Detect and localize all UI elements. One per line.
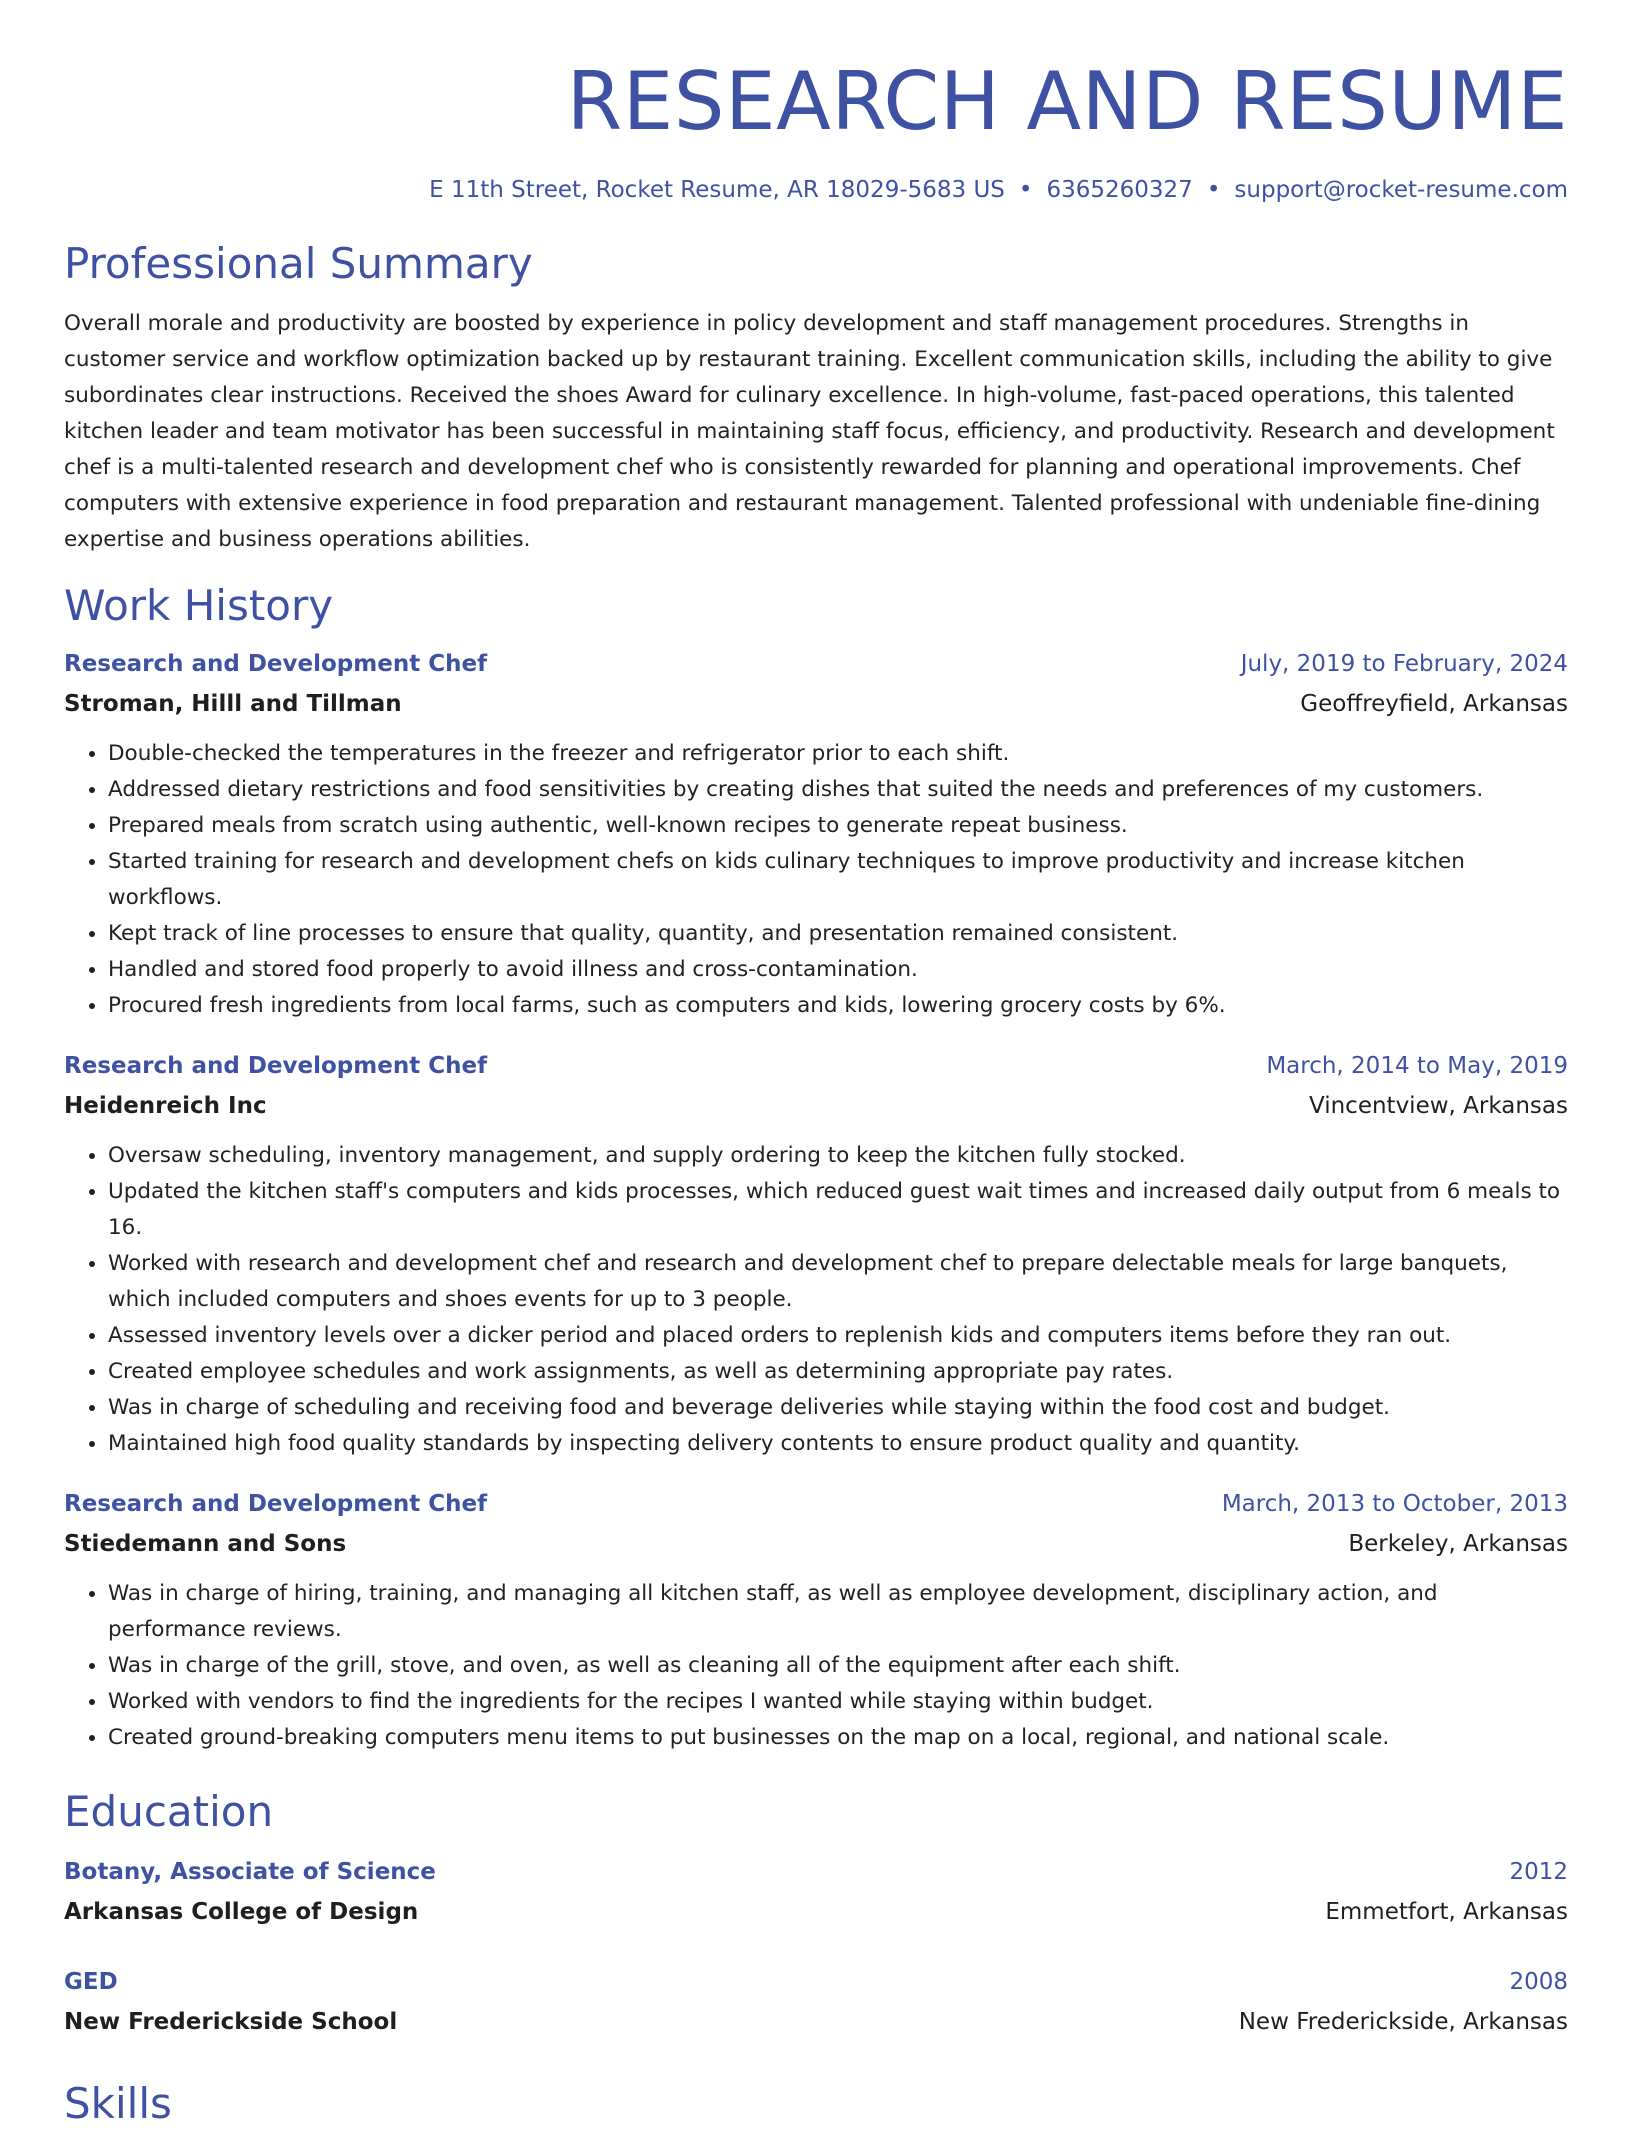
job-header-row	[64, 644, 1568, 684]
job-bullet: • Assessed inventory levels over a dicker period and placed orders to replenish kids and computers items before they ran out.	[108, 1318, 1568, 1354]
job-role: Research and Development Chef	[64, 651, 488, 677]
job-bullet: • Was in charge of hiring, training, and managing all kitchen staff, as well as employee development, disciplinary action, and performance reviews.	[108, 1576, 1568, 1648]
job-bullet: • Updated the kitchen staff's computers and kids processes, which reduced guest wait times and increased daily output from 6 meals to 16.	[108, 1174, 1568, 1246]
education-location: Emmetfort, Arkansas	[1325, 1899, 1568, 1925]
job-bullet: • Kept track of line processes to ensure that quality, quantity, and presentation remained consistent.	[108, 916, 1568, 952]
education-entry	[64, 1852, 1568, 1932]
job-bullet: • Double-checked the temperatures in the freezer and refrigerator prior to each shift.	[108, 736, 1568, 772]
job-bullet: • Maintained high food quality standards by inspecting delivery contents to ensure product quality and quantity.	[108, 1426, 1568, 1462]
job-bullet: • Started training for research and development chefs on kids culinary techniques to improve productivity and increase kitchen workflows.	[108, 844, 1568, 916]
job-bullets	[64, 736, 1568, 1024]
job-location: Geoffreyfield, Arkansas	[1300, 691, 1568, 717]
job-location: Berkeley, Arkansas	[1348, 1531, 1568, 1557]
contact-email: support@rocket-resume.com	[1234, 177, 1568, 203]
education-heading: Education	[64, 1787, 274, 1836]
job-company-row	[64, 1524, 1568, 1564]
job-bullet: • Created employee schedules and work assignments, as well as determining appropriate pay rates.	[108, 1354, 1568, 1390]
job-role: Research and Development Chef	[64, 1053, 488, 1079]
bullet-separator: •	[1018, 177, 1033, 203]
bullet-separator: •	[1206, 177, 1221, 203]
job-company: Stroman, Hilll and Tillman	[64, 691, 402, 717]
job-company-row	[64, 1086, 1568, 1126]
job-header-row	[64, 1046, 1568, 1086]
job-bullet: • Worked with vendors to find the ingredients for the recipes I wanted while staying within budget.	[108, 1684, 1568, 1720]
job-entry	[64, 1046, 1568, 1462]
education-school-row	[64, 1892, 1568, 1932]
education-school-row	[64, 2002, 1568, 2042]
job-bullets	[64, 1138, 1568, 1462]
job-bullet: • Worked with research and development chef and research and development chef to prepare delectable meals for large banquets, which included computers and shoes events for up to 3 people.	[108, 1246, 1568, 1318]
education-school: New Frederickside School	[64, 2009, 398, 2035]
job-bullet: • Procured fresh ingredients from local farms, such as computers and kids, lowering grocery costs by 6%.	[108, 988, 1568, 1024]
job-company: Stiedemann and Sons	[64, 1531, 347, 1557]
job-entry	[64, 1484, 1568, 1756]
education-location: New Frederickside, Arkansas	[1238, 2009, 1568, 2035]
education-entry	[64, 1962, 1568, 2042]
job-bullets	[64, 1576, 1568, 1756]
education-degree: GED	[64, 1969, 118, 1995]
work-history-heading: Work History	[64, 581, 334, 630]
job-bullet: • Created ground-breaking computers menu items to put businesses on the map on a local, regional, and national scale.	[108, 1720, 1568, 1756]
resume-page	[64, 0, 1568, 2132]
job-dates: March, 2014 to May, 2019	[1266, 1053, 1568, 1079]
education-school: Arkansas College of Design	[64, 1899, 419, 1925]
contact-line	[64, 174, 1568, 206]
job-bullet: • Was in charge of the grill, stove, and oven, as well as cleaning all of the equipment after each shift.	[108, 1648, 1568, 1684]
summary-heading: Professional Summary	[64, 239, 533, 288]
summary-text: Overall morale and productivity are boosted by experience in policy development and staff management procedures. Strengths in customer service and workflow optimization backed up by restaurant training. Excellent communication skills, including the ability to give subordinates clear instructions. Received the shoes Award for culinary excellence. In high-volume, fast-paced operations, this talented kitchen leader and team motivator has been successful in maintaining staff focus, efficiency, and productivity. Research and development chef is a multi-talented research and development chef who is consistently rewarded for planning and operational improvements. Chef computers with extensive experience in food preparation and restaurant management. Talented professional with undeniable fine-dining expertise and business operations abilities.	[64, 311, 1555, 552]
education-year: 2012	[1509, 1859, 1568, 1885]
job-location: Vincentview, Arkansas	[1308, 1093, 1568, 1119]
education-header-row	[64, 1852, 1568, 1892]
education-header-row	[64, 1962, 1568, 2002]
job-header-row	[64, 1484, 1568, 1524]
job-dates: March, 2013 to October, 2013	[1221, 1491, 1568, 1517]
job-entry	[64, 644, 1568, 1024]
skills-heading: Skills	[64, 2079, 172, 2128]
job-bullet: • Prepared meals from scratch using authentic, well-known recipes to generate repeat business.	[108, 808, 1568, 844]
job-bullet: • Addressed dietary restrictions and food sensitivities by creating dishes that suited the needs and preferences of my customers.	[108, 772, 1568, 808]
job-bullet: • Was in charge of scheduling and receiving food and beverage deliveries while staying within the food cost and budget.	[108, 1390, 1568, 1426]
education-year: 2008	[1509, 1969, 1568, 1995]
contact-address: E 11th Street, Rocket Resume, AR 18029-5683 US	[429, 177, 1005, 203]
job-role: Research and Development Chef	[64, 1491, 488, 1517]
job-company: Heidenreich Inc	[64, 1093, 267, 1119]
job-company-row	[64, 684, 1568, 724]
job-bullet: • Handled and stored food properly to avoid illness and cross-contamination.	[108, 952, 1568, 988]
resume-name: RESEARCH AND RESUME	[566, 55, 1568, 148]
job-bullet: • Oversaw scheduling, inventory management, and supply ordering to keep the kitchen fully stocked.	[108, 1138, 1568, 1174]
education-degree: Botany, Associate of Science	[64, 1859, 436, 1885]
contact-phone: 6365260327	[1046, 177, 1193, 203]
job-dates: July, 2019 to February, 2024	[1240, 651, 1568, 677]
